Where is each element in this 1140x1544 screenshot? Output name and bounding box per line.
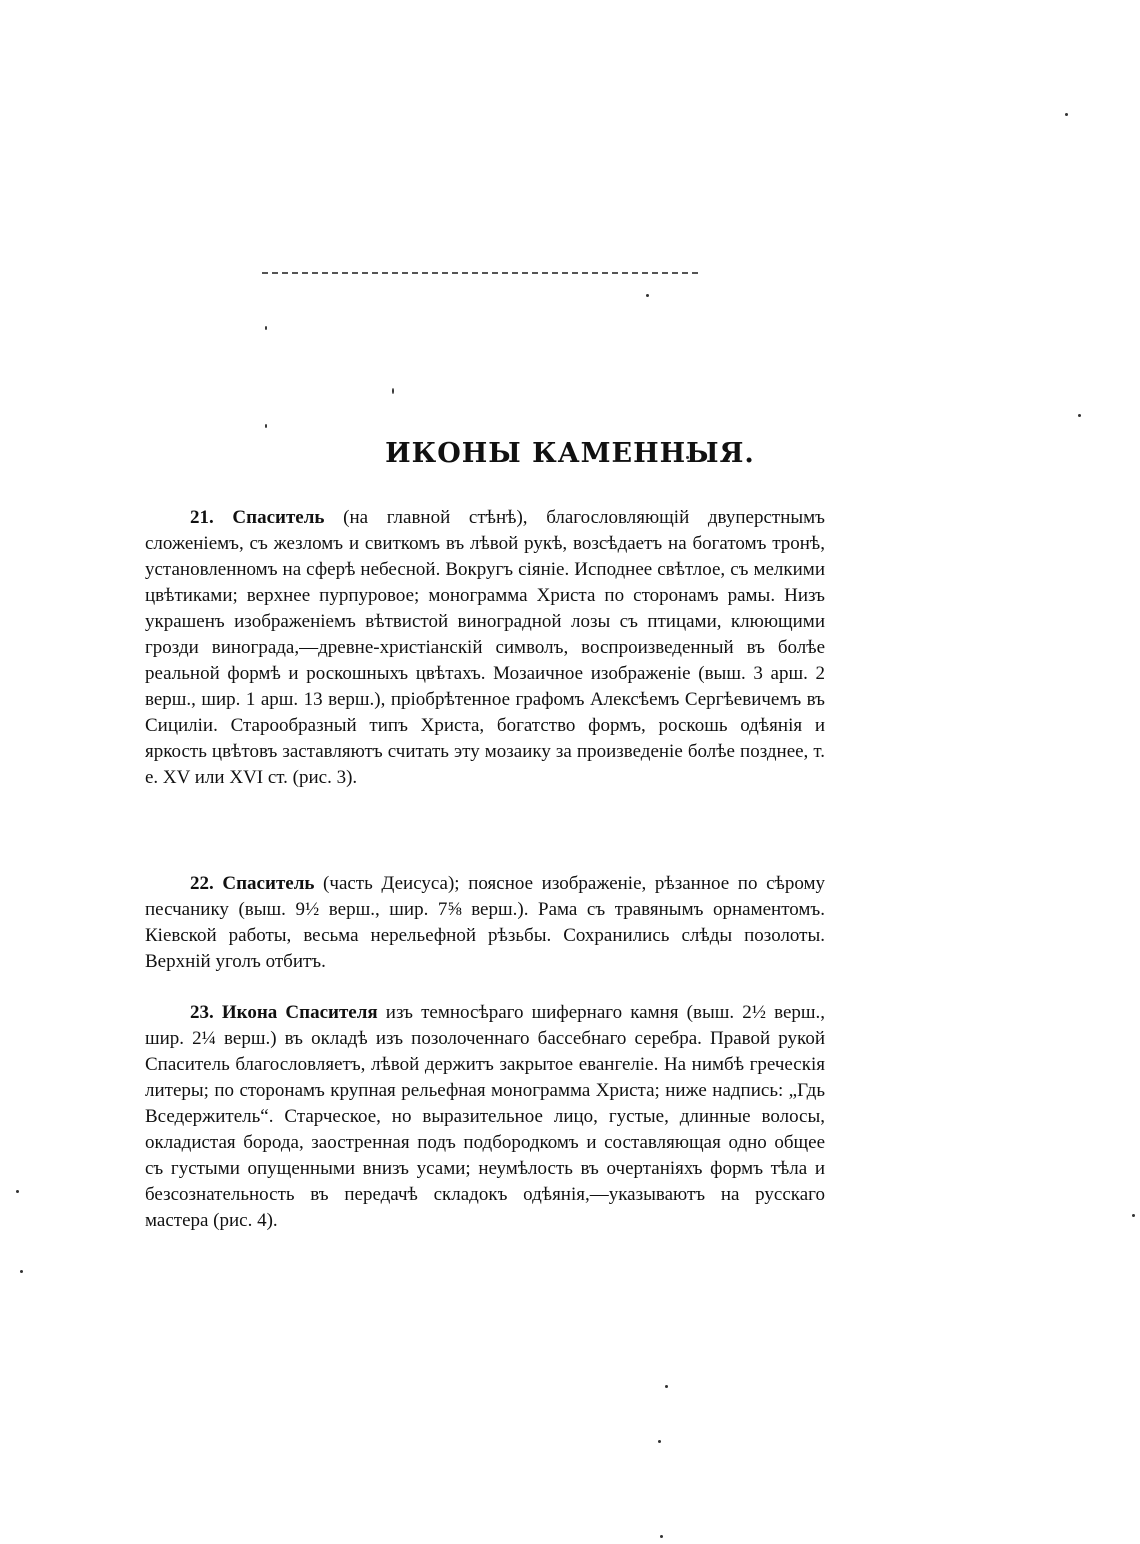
entry-number: 23. xyxy=(190,1002,214,1023)
entry-number: 21. xyxy=(190,507,214,528)
entry-number: 22. xyxy=(190,873,214,894)
entry-text: изъ темносѣраго шифернаго камня (выш. 2½ верш., шир. 2¼ верш.) въ окладѣ изъ позолоченнаго бассебнаго серебра. Правой рукой Спаситель благословляетъ, лѣвой держитъ закрытое евангеліе. На нимбѣ греческія литеры; по сторонамъ крупная рельефная монограмма Христа; ниже надпись: „Гдь Вседержитель“. Старческое, но выразительное лицо, густые, длинные волосы, окладистая борода, заостренная подъ подбородкомъ и составляющая одно общее съ густыми опущенными внизъ усами; неумѣлость въ очертаніяхъ формъ тѣла и безсознательность въ передачѣ складокъ одѣянія,—указываютъ на русскаго мастера (рис. 4). xyxy=(145,1002,826,1231)
catalog-entry-23 xyxy=(145,1000,825,1234)
print-speck xyxy=(16,1190,19,1193)
decorative-rule xyxy=(262,272,698,274)
print-speck xyxy=(1078,414,1081,417)
print-speck xyxy=(665,1385,668,1388)
section-heading: ИКОНЫ КАМЕННЫЯ. xyxy=(385,438,755,469)
print-speck xyxy=(392,388,394,394)
print-speck xyxy=(660,1535,663,1538)
print-speck xyxy=(646,294,649,297)
entry-title: Спаситель xyxy=(232,507,325,528)
entry-text: (часть Деисуса); поясное изображеніе, рѣзанное по сѣрому песчанику (выш. 9½ верш., шир. 7⅝ верш.). Рама съ травянымъ орнаментомъ. Кіевской работы, весьма нерельефной рѣзьбы. Сохранились слѣды позолоты. Верхній уголъ отбитъ. xyxy=(145,873,825,972)
print-speck xyxy=(1065,113,1068,116)
print-speck xyxy=(20,1270,23,1273)
catalog-entry-22 xyxy=(145,871,825,975)
catalog-entry-21 xyxy=(145,505,825,791)
entry-text: (на главной стѣнѣ), благословляющій двуперстнымъ сложеніемъ, съ жезломъ и свиткомъ въ лѣвой рукѣ, возсѣдаетъ на богатомъ тронѣ, установленномъ на сферѣ небесной. Вокругъ сіяніе. Исподнее свѣтлое, съ мелкими цвѣтиками; верхнее пурпуровое; монограмма Христа по сторонамъ рамы. Низъ украшенъ изображеніемъ вѣтвистой виноградной лозы съ птицами, клюющими грозди винограда,—древне-христіанскій символъ, воспроизведенный въ болѣе реальной формѣ и роскошныхъ цвѣтахъ. Мозаичное изображеніе (выш. 3 арш. 2 верш., шир. 1 арш. 13 верш.), пріобрѣтенное графомъ Алексѣемъ Сергѣевичемъ въ Сициліи. Старообразный типъ Христа, богатство формъ, роскошь одѣянія и яркость цвѣтовъ заставляютъ считать эту мозаику за произведеніе болѣе позднее, т. е. XV или XVI ст. (рис. 3). xyxy=(145,507,826,788)
print-speck xyxy=(658,1440,661,1443)
print-speck xyxy=(265,424,267,428)
print-speck xyxy=(1132,1214,1135,1217)
entry-title: Спаситель xyxy=(222,873,315,894)
entry-title: Икона Спасителя xyxy=(221,1002,378,1023)
print-speck xyxy=(265,326,267,330)
